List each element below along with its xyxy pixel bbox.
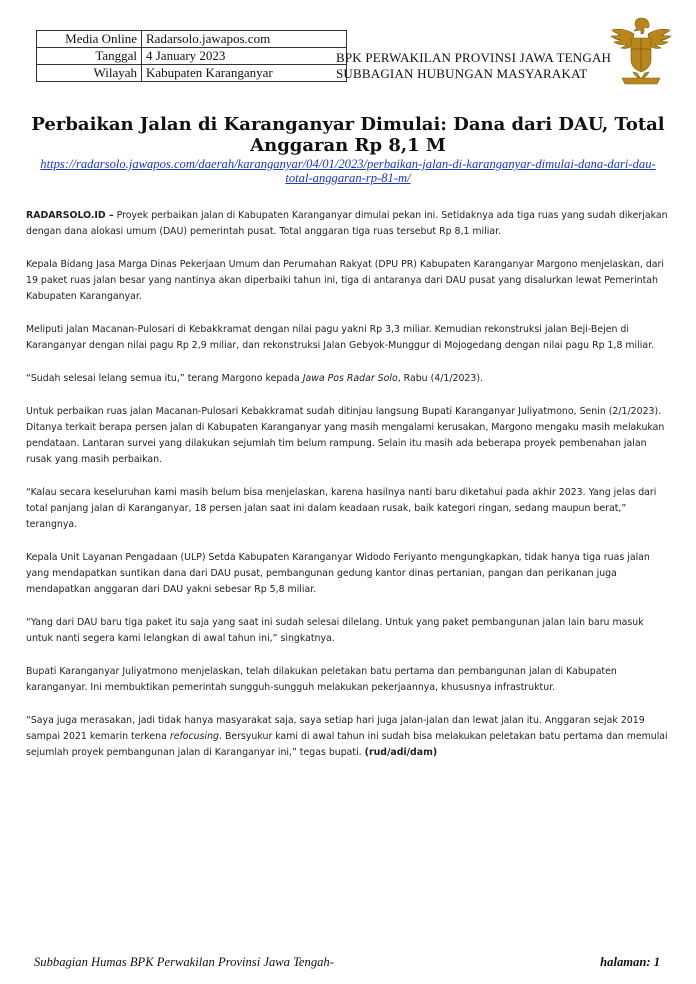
paragraph: Bupati Karanganyar Juliyatmono menjelaskan, telah dilakukan peletakan batu pertama dan pembangunan jalan di Kabupaten karanganyar. Ini membuktikan pemerintah sungguh-sungguh melakukan pekerjaannya, khususnya infrastruktur. — [26, 666, 617, 693]
author-initials: (rud/adi/dam) — [364, 747, 438, 758]
media-info-table — [36, 30, 347, 82]
date-row — [37, 48, 347, 65]
footer-text: Subbagian Humas BPK Perwakilan Provinsi Jawa Tengah- — [34, 955, 334, 969]
paragraph — [26, 713, 672, 761]
paragraph: “Yang dari DAU baru tiga paket itu saja yang saat ini sudah selesai dilelang. Untuk yang paket pembangunan jalan lain baru masuk untuk nanti segera kami lelangkan di awal tahun ini,” singkatnya. — [26, 617, 644, 644]
paragraph-text: “Saya juga merasakan, jadi tidak hanya masyarakat saja, saya setiap hari juga jalan-jalan dan lewat jalan itu. Anggaran sejak 2019 sampai 2021 kemarin terkena — [26, 715, 645, 742]
region-row — [37, 65, 347, 82]
paragraph: Kepala Unit Layanan Pengadaan (ULP) Setda Kabupaten Karanganyar Widodo Feriyanto mengungkapkan, tidak hanya tiga ruas jalan yang mendapatkan suntikan dana dari DAU pusat, pembangunan gedung kantor dinas pertanian, pangan dan perikanan juga mendapatkan anggaran dari DAU yakni sebesar Rp 5,8 miliar. — [26, 552, 650, 595]
paragraph — [26, 208, 672, 240]
paragraph-text: Proyek perbaikan jalan di Kabupaten Karanganyar dimulai pekan ini. Setidaknya ada tiga ruas yang sudah dikerjakan dengan dana alokasi umum (DAU) pemerintah pusat. Total anggaran tiga ruas tersebut Rp 8,1 miliar. — [26, 210, 668, 237]
paragraph: Untuk perbaikan ruas jalan Macanan-Pulosari Kebakkramat sudah ditinjau langsung Bupati Karanganyar Juliyatmono, Senin (2/1/2023). Ditanya terkait berapa persen jalan di Kabupaten Karanganyar yang masih mengalami kerusakan, Margono mengaku masih melakukan pendataan. Lantaran survei yang dilakukan sejumlah tim belum rampung. Selain itu masih ada beberapa proyek pembenahan jalan rusak yang masih perbaikan. — [26, 406, 665, 465]
media-row — [37, 31, 347, 48]
date-value: 4 January 2023 — [142, 48, 347, 65]
publication-name: Jawa Pos Radar Solo — [302, 373, 398, 384]
dateline: RADARSOLO.ID – — [26, 210, 114, 221]
paragraph-text: , Rabu (4/1/2023). — [397, 373, 483, 384]
article-body — [26, 208, 672, 778]
paragraph: “Kalau secara keseluruhan kami masih belum bisa menjelaskan, karena hasilnya nanti baru diketahui pada akhir 2023. Yang jelas dari total panjang jalan di Karanganyar, 18 persen jalan saat ini dalam keadaan rusak, baik kategori ringan, sedang maupun berat,” terangnya. — [26, 487, 657, 530]
page-number: halaman: 1 — [600, 955, 660, 969]
region-value: Kabupaten Karanganyar — [142, 65, 347, 82]
region-label: Wilayah — [37, 65, 142, 82]
paragraph-text: “Sudah selesai lelang semua itu,” terang Margono kepada — [26, 373, 303, 384]
paragraph — [26, 371, 672, 387]
emphasis-term: refocusing — [169, 731, 219, 742]
org-division: SUBBAGIAN HUBUNGAN MASYARAKAT — [336, 66, 588, 81]
date-label: Tanggal — [37, 48, 142, 65]
org-name: BPK PERWAKILAN PROVINSI JAWA TENGAH — [336, 50, 612, 65]
garuda-emblem-icon — [608, 14, 674, 88]
source-link[interactable]: https://radarsolo.jawapos.com/daerah/karanganyar/04/01/2023/perbaikan-jalan-di-karanganyar-dimulai-dana-dari-dau-total-anggaran-rp-81-m/ — [40, 157, 656, 185]
media-value: Radarsolo.jawapos.com — [142, 31, 347, 48]
media-label: Media Online — [37, 31, 142, 48]
org-header — [336, 50, 611, 82]
paragraph: Kepala Bidang Jasa Marga Dinas Pekerjaan Umum dan Perumahan Rakyat (DPU PR) Kabupaten Karanganyar Margono menjelaskan, dari 19 paket ruas jalan besar yang nantinya akan diperbaiki tahun ini, tiga di antaranya dari DAU pusat yang disalurkan lewat Pemerintah Kabupaten Karanganyar. — [26, 259, 664, 302]
article-title: Perbaikan Jalan di Karanganyar Dimulai: Dana dari DAU, Total Anggaran Rp 8,1 M — [31, 114, 665, 156]
paragraph: Meliputi jalan Macanan-Pulosari di Kebakkramat dengan nilai pagu yakni Rp 3,3 miliar. Kemudian rekonstruksi jalan Beji-Bejen di Karanganyar dengan nilai pagu Rp 2,9 miliar, dan rekonstruksi Jalan Gebyok-Munggur di Mojogedang dengan nilai pagu Rp 1,8 miliar. — [26, 324, 655, 351]
paragraph-text: . Bersyukur kami di awal tahun ini sudah bisa melakukan peletakan batu pertama dan memulai sejumlah proyek pembangunan jalan di Karanganyar ini,” tegas bupati. — [26, 731, 668, 758]
